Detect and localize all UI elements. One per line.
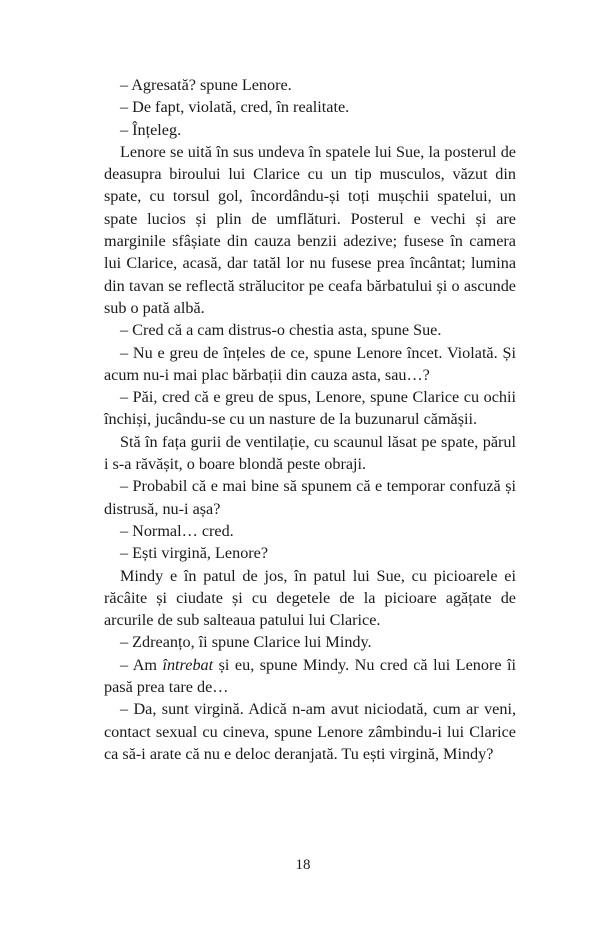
paragraph: Mindy e în patul de jos, în patul lui Sue, cu picioarele ei răcâite și ciudate și cu degetele de la picioare agățate de arcurile de sub salteaua patului lui Clarice. — [104, 566, 516, 630]
paragraph: – Păi, cred că e greu de spus, Lenore, spune Clarice cu ochii închiși, jucându-se cu un nasture de la buzunarul cămășii. — [104, 388, 516, 429]
paragraph: – Normal… cred. — [120, 521, 234, 540]
paragraph: – Da, sunt virgină. Adică n-am avut niciodată, cum ar veni, contact sexual cu cineva, spune Lenore zâmbindu-i lui Clarice ca să-i arate că nu e deloc deranjată. Tu ești virgină, Mindy? — [104, 700, 516, 763]
paragraph: – Înțeleg. — [120, 120, 182, 139]
page-number: 18 — [295, 857, 311, 873]
paragraph: Stă în fața gurii de ventilație, cu scaunul lăsat pe spate, părul i s-a răvășit, o boare blondă peste obraji. — [104, 432, 516, 474]
paragraph: – Cred că a cam distrus-o chestia asta, spune Sue. — [120, 321, 442, 340]
paragraph: – Nu e greu de înțeles de ce, spune Lenore încet. Violată. Și acum nu-i mai plac bărbații din cauza asta, sau…? — [104, 343, 516, 384]
paragraph-text: și eu, spune Mindy. Nu cred că lui Lenore îi pasă prea tare de… — [104, 655, 517, 697]
italic-word: întrebat — [162, 655, 214, 674]
paragraph: – Ești virgină, Lenore? — [120, 544, 269, 563]
body-text — [104, 74, 516, 765]
paragraph: – Zdreanțo, îi spune Clarice lui Mindy. — [120, 633, 372, 652]
paragraph: – Probabil că e mai bine să spunem că e temporar confuză și distrusă, nu-i așa? — [104, 477, 516, 518]
paragraph-text: – Am — [120, 655, 163, 674]
paragraph: – De fapt, violată, cred, în realitate. — [120, 98, 350, 117]
paragraph — [104, 654, 516, 699]
paragraph: – Agresată? spune Lenore. — [120, 76, 292, 94]
paragraph: Lenore se uită în sus undeva în spatele lui Sue, la posterul de deasupra biroului lui Clarice cu un tip musculos, văzut din spate, cu torsul gol, încordându-și toți mușchii spatelui, un spate lucios și plin de umflături. Posterul e vechi și are marginile sfâșiate din cauza benzii adezive; fusese în camera lui Clarice, acasă, dar tatăl lor nu fusese prea încântat; lumina din tavan se reflectă strălucitor pe ceafa bărbatului și o ascunde sub o pată albă. — [104, 142, 516, 317]
